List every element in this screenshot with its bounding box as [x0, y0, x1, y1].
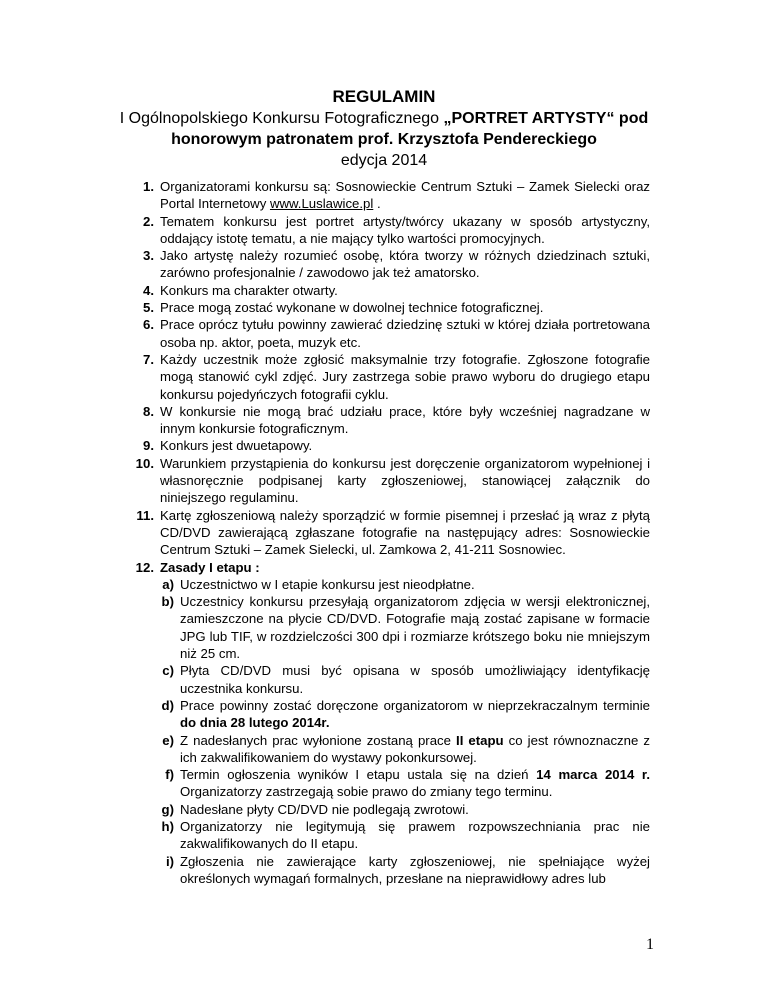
rule-item — [118, 178, 650, 213]
rule-number: 5. — [143, 300, 154, 316]
rule-item — [118, 299, 650, 316]
rule-text: Konkurs jest dwuetapowy. — [160, 438, 313, 454]
rule-text: W konkursie nie mogą brać udziału prace, które były wcześniej nagradzane w innym konkursie fotograficznym. — [160, 403, 650, 437]
rule-item — [118, 559, 650, 576]
rule-text: Konkurs ma charakter otwarty. — [160, 282, 338, 298]
rule-item — [118, 247, 650, 282]
rule-number: 12. — [135, 559, 154, 575]
subrule-item — [118, 662, 650, 697]
subrule-item — [118, 732, 650, 767]
subrule-item — [118, 766, 650, 801]
rule-number: 9. — [143, 438, 154, 454]
rule-text: Kartę zgłoszeniową należy sporządzić w formie pisemnej i przesłać ją wraz z płytą CD/DVD zawierającą zgłaszane fotografie na następujący adres: Sosnowieckie Centrum Sztuki – Zamek Sielecki, ul. Zamkowa 2, 41-211 Sosnowiec. — [160, 507, 650, 558]
subrule-text — [180, 766, 650, 801]
rule-item — [118, 507, 650, 559]
subrule-text-bold: do dnia 28 lutego 2014r. — [180, 715, 330, 731]
rule-number: 7. — [143, 351, 154, 367]
subrule-text — [180, 732, 650, 767]
subrule-item — [118, 576, 650, 593]
rules-list — [118, 178, 650, 887]
rule-number: 3. — [143, 248, 154, 264]
rule-text: Każdy uczestnik może zgłosić maksymalnie trzy fotografie. Zgłoszone fotografie mogą stanowić cykl zdjęć. Jury zastrzega sobie prawo wyboru do drugiego etapu konkursu pojedyńczych fotografii cyklu. — [160, 351, 650, 402]
subrule-text-part: Z nadesłanych prac wyłonione zostaną prace — [180, 732, 457, 748]
subrule-text-bold: 14 marca 2014 r. — [536, 767, 650, 783]
header-line-3: edycja 2014 — [340, 152, 428, 169]
header-line-2-bold: honorowym patronatem prof. Krzysztofa Pendereckiego — [171, 131, 597, 148]
subrule-text-part: Organizatorzy zastrzegają sobie prawo do zmiany tego terminu. — [180, 784, 553, 800]
rule-item — [118, 403, 650, 438]
subrule-item — [118, 593, 650, 662]
rule-number: 11. — [136, 507, 154, 523]
subrule-letter: b) — [161, 594, 174, 610]
subrule-item — [118, 697, 650, 732]
rule-number: 4. — [143, 282, 154, 298]
subrule-text — [180, 697, 650, 732]
rule-number: 10. — [135, 455, 154, 471]
rule-number: 6. — [143, 317, 154, 333]
subrule-text: Nadesłane płyty CD/DVD nie podlegają zwrotowi. — [180, 801, 469, 817]
rule-number: 1. — [143, 179, 154, 194]
document-title: REGULAMIN — [332, 87, 436, 106]
subrule-text: Organizatorzy nie legitymują się prawem rozpowszechniania prac nie zakwalifikowanych do II etapu. — [180, 818, 650, 852]
rule-text: Prace oprócz tytułu powinny zawierać dziedzinę sztuki w której działa portretowana osoba np. aktor, poeta, muzyk etc. — [160, 317, 650, 350]
subrule-text: Uczestnicy konkursu przesyłają organizatorom zdjęcia w wersji elektronicznej, zamieszczone na płycie CD/DVD. Fotografie mają zostać zapisane w formacie JPG lub TIF, w rozdzielczości 300 dpi i rozmiarze krótszego boku nie mniejszym niż 25 cm. — [180, 594, 650, 662]
rule-item — [118, 316, 650, 351]
rule-text — [160, 178, 650, 213]
subrule-item — [118, 853, 650, 888]
subrule-item — [118, 801, 650, 818]
rule-text: Tematem konkursu jest portret artysty/twórcy ukazany w sposób artystyczny, oddający istotę tematu, a nie mający tylko wartości promocyjnych. — [160, 213, 650, 246]
header-line-1 — [0, 108, 768, 129]
subrule-text: Uczestnictwo w I etapie konkursu jest nieodpłatne. — [180, 576, 475, 592]
subrule-letter: h) — [161, 818, 174, 834]
header-line-1-text: I Ogólnopolskiego Konkursu Fotograficznego — [119, 110, 444, 127]
subrule-letter: f) — [165, 767, 174, 783]
rule-item — [118, 282, 650, 299]
rule-item — [118, 455, 650, 507]
luslawice-link[interactable]: www.Luslawice.pl — [269, 196, 374, 212]
subrule-text-part: Prace powinny zostać doręczone organizatorom w nieprzekraczalnym terminie — [180, 697, 650, 713]
rule-text: Zasady I etapu : — [160, 559, 260, 575]
rule-item — [118, 351, 650, 403]
subrule-text: Zgłoszenia nie zawierające karty zgłoszeniowej, nie spełniające wyżej określonych wymagań formalnych, przesłane na nieprawidłowy adres lub — [180, 853, 650, 886]
subrule-text: Płyta CD/DVD musi być opisana w sposób umożliwiający identyfikację uczestnika konkursu. — [180, 663, 650, 696]
subrule-letter: d) — [161, 697, 174, 713]
rule-number: 8. — [143, 403, 154, 419]
rule-number: 2. — [143, 213, 154, 229]
subrule-letter: g) — [161, 801, 174, 817]
subrule-item — [118, 818, 650, 853]
subrule-letter: a) — [162, 576, 174, 592]
rule-item — [118, 437, 650, 454]
rule-text-part: . — [373, 196, 381, 212]
subrule-letter: i) — [165, 853, 174, 869]
header-line-2 — [0, 129, 768, 150]
subrule-text-part: Termin ogłoszenia wyników I etapu ustala się na dzień — [180, 767, 537, 783]
rule-text: Jako artystę należy rozumieć osobę, która tworzy w różnych dziedzinach sztuki, zarówno profesjonalnie / zawodowo jak też amatorsko. — [160, 248, 650, 281]
subrule-letter: e) — [162, 732, 174, 748]
rule-text: Warunkiem przystąpienia do konkursu jest doręczenie organizatorom wypełnionej i własnoręcznie podpisanej karty zgłoszeniowej, stanowiącej załącznik do niniejszego regulaminu. — [160, 455, 650, 506]
subrule-text-bold: II etapu — [456, 732, 504, 748]
rule-item — [118, 213, 650, 248]
rule-text-part: Organizatorami konkursu są: Sosnowieckie Centrum Sztuki – Zamek Sielecki oraz Portal Internetowy — [160, 179, 650, 212]
page-number: 1 — [646, 936, 654, 953]
subrule-text-part: co jest równoznaczne z ich zakwalifikowaniem do wystawy pokonkursowej. — [180, 732, 650, 765]
document-header — [0, 86, 768, 171]
header-line-1-bold: „PORTRET ARTYSTY“ pod — [443, 110, 649, 127]
rule-text: Prace mogą zostać wykonane w dowolnej technice fotograficznej. — [160, 300, 544, 316]
subrule-letter: c) — [162, 663, 174, 679]
